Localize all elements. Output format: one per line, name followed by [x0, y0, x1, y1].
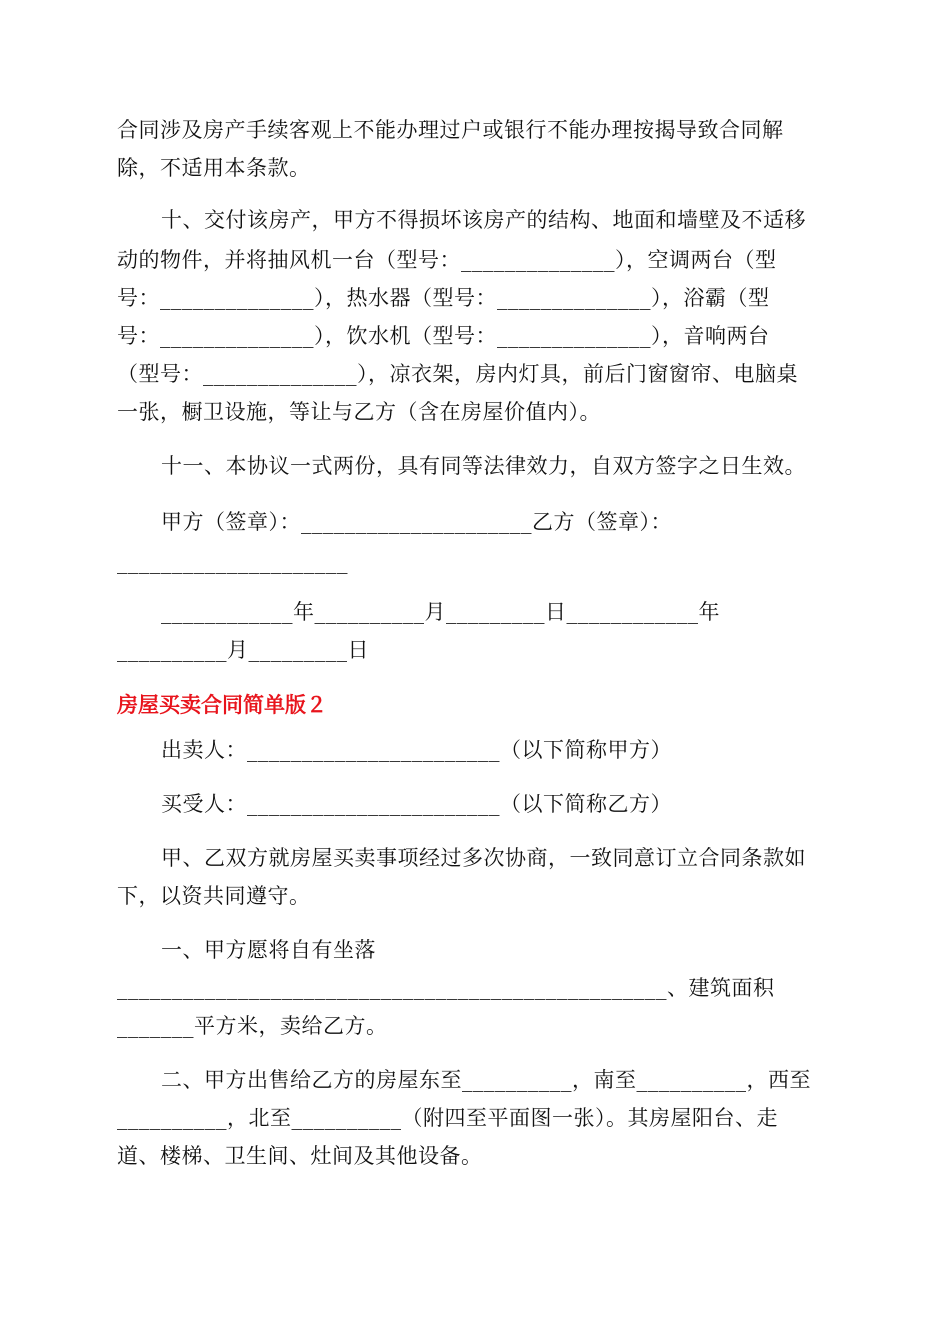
signature-line: 甲方（签章）：_____________________乙方（签章）：: [161, 510, 672, 534]
text-line: （型号：______________），凉衣架，房内灯具，前后门窗窗帘、电脑桌: [117, 362, 798, 386]
text-line: 一张，橱卫设施，等让与乙方（含在房屋价值内）。: [117, 400, 601, 424]
section-heading: 房屋买卖合同简单版２: [117, 693, 327, 717]
text-line: 下，以资共同遵守。: [117, 884, 311, 908]
text-line: 一、甲方愿将自有坐落: [161, 938, 376, 962]
text-line: 十一、本协议一式两份，具有同等法律效力，自双方签字之日生效。: [161, 454, 806, 478]
text-line: 十、交付该房产，甲方不得损坏该房产的结构、地面和墙壁及不适移: [161, 208, 806, 232]
text-line: __________________________________________________、建筑面积: [117, 976, 775, 1000]
date-line: __________月_________日: [117, 638, 369, 662]
text-line: 甲、乙双方就房屋买卖事项经过多次协商，一致同意订立合同条款如: [161, 846, 806, 870]
text-line: 号：______________），热水器（型号：______________），浴霸（型: [117, 286, 770, 310]
text-line: 合同涉及房产手续客观上不能办理过户或银行不能办理按揭导致合同解: [117, 118, 784, 142]
date-line: ____________年__________月_________日____________年: [161, 600, 720, 624]
text-line: 号：______________），饮水机（型号：______________），音响两台: [117, 324, 770, 348]
seller-line: 出卖人：_______________________（以下简称甲方）: [161, 738, 672, 762]
buyer-line: 买受人：_______________________（以下简称乙方）: [161, 792, 672, 816]
text-line: __________，北至__________（附四至平面图一张）。其房屋阳台、走: [117, 1106, 778, 1130]
text-line: _______平方米，卖给乙方。: [117, 1014, 388, 1038]
text-line: 除，不适用本条款。: [117, 156, 311, 180]
text-line: 道、楼梯、卫生间、灶间及其他设备。: [117, 1144, 483, 1168]
signature-blank: _____________________: [117, 550, 348, 574]
text-line: 二、甲方出售给乙方的房屋东至__________，南至__________，西至: [161, 1068, 811, 1092]
text-line: 动的物件，并将抽风机一台（型号：______________），空调两台（型: [117, 248, 777, 272]
